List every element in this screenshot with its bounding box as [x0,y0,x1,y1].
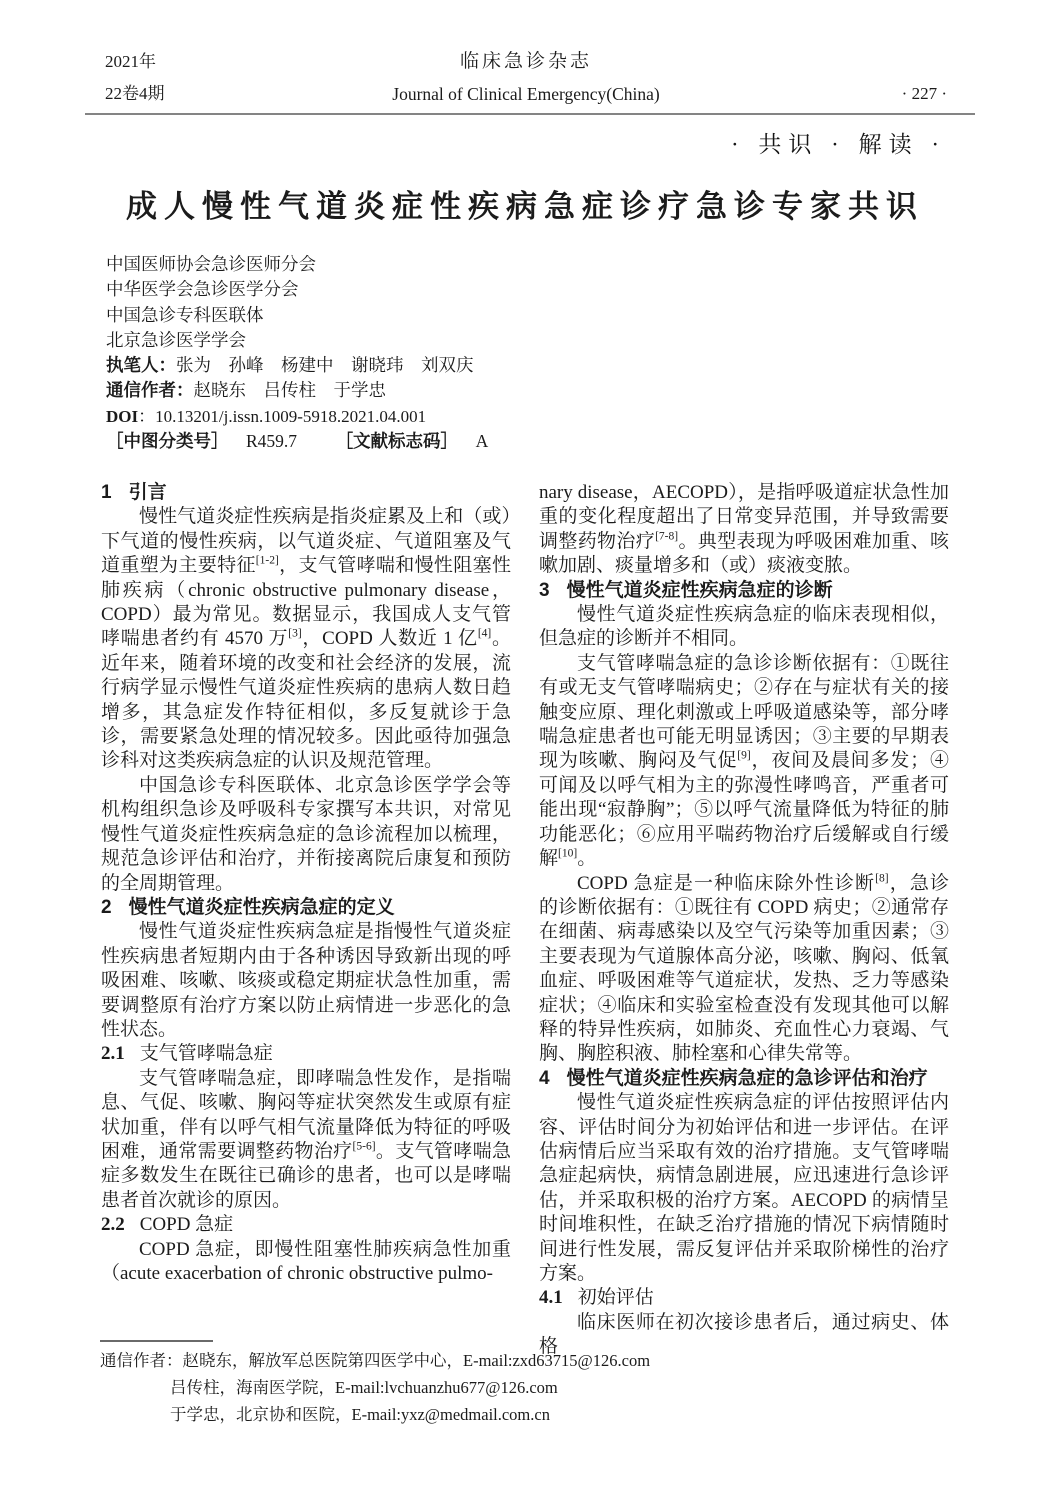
footnote-divider [100,1340,213,1342]
authors-line [106,353,488,378]
clc-value: R459.7 [246,431,298,452]
reference-superscript: [1-2] [255,554,279,567]
page-number: · 227 · [901,84,947,103]
affiliation-line: 中国急诊专科医联体 [106,304,264,325]
section-heading [101,481,511,505]
section-title: 慢性气道炎症性疾病急症的急诊评估和治疗 [566,1067,928,1089]
footnote-line [100,1401,820,1428]
doi-line [106,404,488,429]
footnote-text: 赵晓东，解放军总医院第四医学中心，E-mail:zxd63715@126.com [182,1351,651,1370]
journal-name-en: Journal of Clinical Emergency(China) [392,84,660,104]
authors-label: 执笔人： [106,355,176,376]
section-heading [101,896,511,920]
doi-label: DOI [106,406,139,426]
paragraph: 慢性气道炎症性疾病急症的评估按照评估内容、评估时间分为初始评估和进一步评估。在评估病情后应当采取有效的治疗措施。支气管哮喘急症起病快，病情急剧进展，应迅速进行急诊评估，并采取积极的治疗方案。AECOPD 的病情呈时间堆积性，在缺乏治疗措施的情况下病情随时间进行性发展，需反复评估并采取阶梯性的治疗方案。 [539,1092,949,1284]
footnote-line [100,1374,820,1401]
doc-code-value: A [475,431,489,452]
authors-names: 张为 孙峰 杨建中 谢晓玮 刘双庆 [176,355,474,376]
article-meta [106,252,488,454]
paragraph: COPD 急症是一种临床除外性诊断[8]，急诊的诊断依据有：①既往有 COPD 病史；②通常存在细菌、病毒感染以及空气污染等加重因素；③主要表现为气道腺体高分泌，咳嗽、胸闷、低氧血症、呼吸困难等气道症状，发热、乏力等感染症状；④临床和实验室检查没有发现其他可以解释的特异性疾病，如肺炎、充血性心力衰竭、气胸、胸腔积液、肺栓塞和心律失常等。 [539,872,949,1065]
corresponding-line [106,378,488,403]
column-tag: · 共识 · 解读 · [731,132,946,157]
reference-superscript: [3] [288,628,302,641]
reference-superscript: [10] [558,847,578,860]
paragraph: 慢性气道炎症性疾病急症的临床表现相似，但急症的诊断并不相同。 [539,604,949,650]
affiliation-line: 中华医学会急诊医学分会 [106,279,299,300]
doc-code-label: ［文献标志码］ [335,431,459,452]
left-column [101,481,511,1360]
clc-label: ［中图分类号］ [106,431,229,452]
paragraph: 慢性气道炎症性疾病急症是指慢性气道炎症性疾病患者短期内由于各种诱因导致新出现的呼吸困难、咳嗽、咳痰或稳定期症状急性加重，需要调整原有治疗方案以防止病情进一步恶化的急性状态。 [101,921,511,1040]
section-number: 4.1 [539,1287,563,1309]
year-label: 2021年 [105,52,156,71]
paragraph: 支气管哮喘急症的急诊诊断依据有：①既往有或无支气管哮喘病史；②存在与症状有关的接触变应原、理化刺激或上呼吸道感染等，部分哮喘急症患者也可能无明显诱因；③主要的早期表现为咳嗽、胸闷及气促[9]，夜间及晨间多发；④可闻及以呼气相为主的弥漫性哮鸣音，严重者可能出现“寂静胸”；⑤以呼气流量降低为特征的肺功能恶化；⑥应用平喘药物治疗后缓解或自行缓解[10]。 [539,652,949,870]
section-number: 2 [101,896,112,918]
reference-superscript: [5-6] [352,1140,376,1153]
footnote-text: 于学忠，北京协和医院，E-mail:yxz@medmail.com.cn [170,1405,550,1424]
section-title: COPD 急症 [139,1214,234,1236]
volume-issue-label: 22卷4期 [105,84,165,103]
section-title: 引言 [128,482,167,503]
section-number: 2.2 [101,1214,125,1236]
reference-superscript: [7-8] [655,530,679,543]
affiliation-line: 中国医师协会急诊医师分会 [106,254,316,274]
right-column [539,481,949,1360]
section-number: 1 [101,482,112,503]
section-number: 3 [539,579,550,601]
section-heading [101,1042,511,1066]
footnote-line [100,1347,820,1374]
section-title: 支气管哮喘急症 [139,1043,273,1065]
article-title: 成人慢性气道炎症性疾病急症诊疗急诊专家共识 [126,189,924,224]
reference-superscript: [9] [737,750,751,763]
section-title: 初始评估 [577,1287,654,1309]
running-head [105,46,947,110]
paragraph: 慢性气道炎症性疾病是指炎症累及上和（或）下气道的慢性疾病，以气道炎症、气道阻塞及气道重塑为主要特征[1-2]，支气管哮喘和慢性阻塞性肺疾病（chronic obstructive pulmonary disease，COPD）最为常见。数据显示，我国成人支气管哮喘患者约有 4570 万[3]，COPD 人数近 1 亿[4]。近年来，随着环境的改变和社会经济的发展，流行病学显示慢性气道炎症性疾病的患病人数日趋增多，其急症发作特征相似，多反复就诊于急诊，需要紧急处理的情况较多。因此亟待加强急诊科对这类疾病急症的认识及规范管理。 [101,506,511,772]
section-heading [539,579,949,603]
section-title: 慢性气道炎症性疾病急症的定义 [128,896,395,918]
footnote-label: 通信作者： [100,1351,183,1370]
affiliation-line: 北京急诊医学学会 [106,329,246,350]
footnote [100,1340,820,1428]
footnote-text: 吕传柱，海南医学院，E-mail:lvchuanzhu677@126.com [170,1378,558,1397]
paragraph: COPD 急症，即慢性阻塞性肺疾病急性加重（acute exacerbation of chronic obstructive pulmo- [101,1238,511,1284]
reference-superscript: [8] [875,872,889,885]
section-heading [539,1286,949,1310]
paragraph: 临床医师在初次接诊患者后，通过病史、体格 [539,1311,949,1358]
paragraph: 支气管哮喘急症，即哮喘急性发作，是指喘息、气促、咳嗽、胸闷等症状突然发生或原有症状加重，伴有以呼气相气流量降低为特征的呼吸困难，通常需要调整药物治疗[5-6]。支气管哮喘急症多数发生在既往已确诊的患者，也可以是哮喘患者首次就诊的原因。 [101,1067,511,1211]
journal-name-cn: 临床急诊杂志 [459,51,592,72]
paragraph: 中国急诊专科医联体、北京急诊医学学会等机构组织急诊及呼吸科专家撰写本共识，对常见慢性气道炎症性疾病急症的急诊流程加以梳理，规范急诊评估和治疗，并衔接离院后康复和预防的全周期管理。 [101,774,511,894]
section-number: 2.1 [101,1043,125,1065]
header-divider [85,113,975,115]
section-number: 4 [539,1067,550,1089]
paragraph: nary disease，AECOPD），是指呼吸道症状急性加重的变化程度超出了日常变异范围，并导致需要调整药物治疗[7-8]。典型表现为呼吸困难加重、咳嗽加剧、痰量增多和（或）痰液变脓。 [539,482,949,577]
reference-superscript: [4] [477,628,492,641]
corresponding-names: 赵晓东 吕传柱 于学忠 [193,380,386,401]
corresponding-label: 通信作者： [106,380,194,401]
doi-value: ：10.13201/j.issn.1009-5918.2021.04.001 [138,406,427,426]
classification-line [106,429,488,454]
section-title: 慢性气道炎症性疾病急症的诊断 [566,579,833,601]
section-heading [101,1213,511,1237]
journal-name [105,46,947,110]
section-heading [539,1067,949,1091]
article-body [101,481,949,1360]
